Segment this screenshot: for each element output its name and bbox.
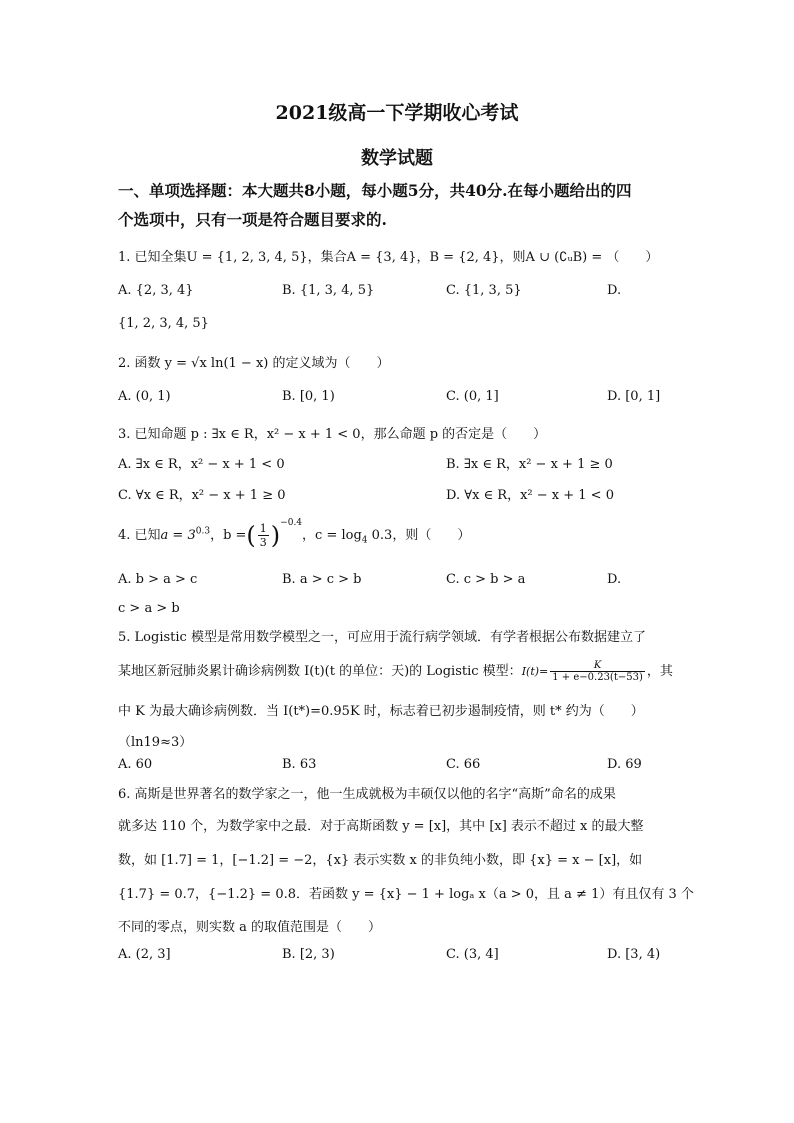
question-5-line2-end: ，其 bbox=[646, 664, 673, 679]
question-4-option-d: D. bbox=[607, 572, 622, 587]
question-3-option-a: A. ∃x ∈ R，x² − x + 1 < 0 bbox=[118, 457, 285, 472]
question-4-right-paren: ) bbox=[270, 521, 281, 550]
question-5-line1: 5. Logistic 模型是常用数学模型之一，可应用于流行病学领域．有学者根据公布数据建立了 bbox=[118, 630, 646, 645]
question-4-fraction bbox=[258, 522, 269, 549]
question-1-option-b: B. {1, 3, 4, 5} bbox=[282, 283, 375, 298]
question-6-option-c: C. (3, 4] bbox=[446, 947, 499, 962]
question-5-option-a: A. 60 bbox=[118, 757, 153, 772]
question-1-option-a: A. {2, 3, 4} bbox=[118, 283, 194, 298]
question-1-option-d-value: {1, 2, 3, 4, 5} bbox=[118, 316, 209, 331]
question-3-stem: 3. 已知命题 p : ∃x ∈ R，x² − x + 1 < 0，那么命题 p 的否定是（ ） bbox=[118, 427, 547, 442]
question-2-option-d: D. [0, 1] bbox=[607, 389, 661, 404]
question-5-line2 bbox=[118, 660, 678, 683]
question-4-a-exponent: 0.3 bbox=[195, 526, 211, 537]
question-6-line3: 数，如 [1.7] = 1，[−1.2] = −2，{x} 表示实数 x 的非负纯小数，即 {x} = x − [x]，如 bbox=[118, 853, 643, 868]
question-3-option-d: D. ∀x ∈ R，x² − x + 1 < 0 bbox=[446, 488, 614, 503]
question-4-option-a: A. b > a > c bbox=[118, 572, 198, 587]
question-6-option-d: D. [3, 4) bbox=[607, 947, 661, 962]
question-5-formula-fraction bbox=[550, 660, 645, 683]
question-5-line3: 中 K 为最大确诊病例数．当 I(t*)=0.95K 时，标志着已初步遏制疫情，则 t* 约为（ ） bbox=[118, 704, 644, 719]
question-6-line5: 不同的零点，则实数 a 的取值范围是（ ） bbox=[118, 920, 382, 935]
question-2-option-c: C. (0, 1] bbox=[446, 389, 499, 404]
question-4-c-base: 4 bbox=[361, 535, 368, 546]
question-6-line4: {1.7} = 0.7，{−1.2} = 0.8．若函数 y = {x} − 1 + logₐ x（a > 0，且 a ≠ 1）有且仅有 3 个 bbox=[118, 887, 694, 902]
section-heading-line1: 一、单项选择题：本大题共8小题，每小题5分，共40分.在每小题给出的四 bbox=[118, 181, 632, 200]
question-5-formula-lhs: I(t)= bbox=[521, 665, 549, 678]
question-3-option-b: B. ∃x ∈ R，x² − x + 1 ≥ 0 bbox=[446, 457, 613, 472]
question-4-c: ，c = log bbox=[302, 528, 362, 543]
question-3-option-c: C. ∀x ∈ R，x² − x + 1 ≥ 0 bbox=[118, 488, 286, 503]
question-2-option-a: A. (0, 1) bbox=[118, 389, 171, 404]
question-4-c-arg: 0.3，则（ ） bbox=[367, 528, 471, 543]
question-2-stem: 2. 函数 y = √x ln(1 − x) 的定义域为（ ） bbox=[118, 356, 390, 371]
question-5-option-b: B. 63 bbox=[282, 757, 317, 772]
question-5-formula-numerator: K bbox=[550, 660, 645, 672]
question-4-option-b: B. a > c > b bbox=[282, 572, 362, 587]
question-4-fraction-denominator: 3 bbox=[259, 536, 267, 549]
question-4-stem bbox=[118, 518, 678, 550]
question-1-stem: 1. 已知全集U = {1, 2, 3, 4, 5}，集合A = {3, 4}，B = {2, 4}，则A ∪ (∁ᵤB) = （ ） bbox=[118, 250, 659, 265]
exam-title: 2021级高一下学期收心考试 bbox=[275, 102, 519, 124]
question-1-option-d: D. bbox=[607, 283, 622, 298]
question-5-line4: （ln19≈3） bbox=[118, 735, 193, 750]
question-6-line2: 就多达 110 个，为数学家中之最．对于高斯函数 y = [x]，其中 [x] 表示不超过 x 的最大整 bbox=[118, 819, 644, 834]
exam-subtitle: 数学试题 bbox=[361, 148, 433, 169]
question-4-b-exponent: −0.4 bbox=[280, 518, 303, 528]
question-1-option-c: C. {1, 3, 5} bbox=[446, 283, 522, 298]
section-heading-line2: 个选项中，只有一项是符合题目要求的. bbox=[118, 210, 387, 229]
question-4-left-paren: ( bbox=[246, 521, 256, 550]
question-6-line1: 6. 高斯是世界著名的数学家之一，他一生成就极为丰硕仅以他的名字“高斯”命名的成果 bbox=[118, 787, 616, 802]
question-4-fraction-numerator: 1 bbox=[259, 522, 267, 535]
question-5-option-c: C. 66 bbox=[446, 757, 481, 772]
question-6-option-b: B. [2, 3) bbox=[282, 947, 335, 962]
question-4-option-d-value: c > a > b bbox=[118, 601, 180, 616]
question-6-option-a: A. (2, 3] bbox=[118, 947, 171, 962]
question-4-b: ，b = bbox=[210, 528, 247, 543]
question-2-option-b: B. [0, 1) bbox=[282, 389, 335, 404]
question-4-prefix: 4. 已知 bbox=[118, 528, 161, 543]
question-4-a: a = 3 bbox=[160, 528, 196, 543]
question-5-option-d: D. 69 bbox=[607, 757, 642, 772]
question-5-formula-denominator: 1 + e−0.23(t−53) bbox=[552, 672, 643, 683]
question-5-line2-text: 某地区新冠肺炎累计确诊病例数 I(t)(t 的单位：天)的 Logistic 模型： bbox=[118, 664, 522, 679]
question-4-option-c: C. c > b > a bbox=[446, 572, 526, 587]
